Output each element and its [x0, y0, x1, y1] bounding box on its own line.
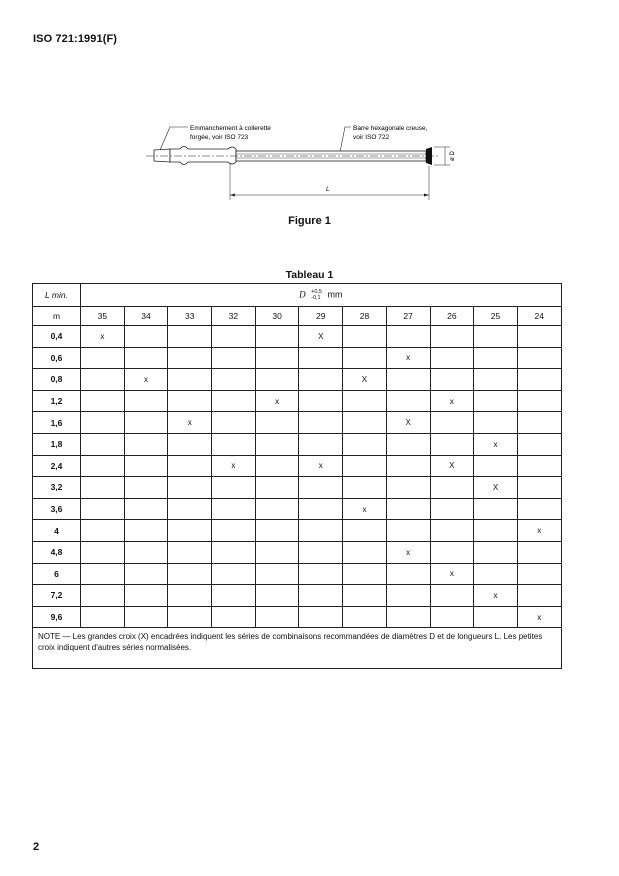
- empty-cell: [124, 606, 168, 628]
- empty-cell: [517, 433, 561, 455]
- rod-shank: [154, 149, 170, 162]
- empty-cell: [212, 390, 256, 412]
- empty-cell: [81, 477, 125, 499]
- empty-cell: [255, 455, 299, 477]
- empty-cell: [430, 347, 474, 369]
- table-row: [33, 606, 562, 628]
- diameter-header-cell: 28: [343, 307, 387, 326]
- diameter-header-cell: 32: [212, 307, 256, 326]
- empty-cell: [386, 477, 430, 499]
- page-number: 2: [33, 841, 40, 853]
- empty-cell: [474, 390, 518, 412]
- standard-cross: x: [343, 498, 387, 520]
- empty-cell: [255, 606, 299, 628]
- standard-cross: x: [517, 606, 561, 628]
- empty-cell: [168, 520, 212, 542]
- length-cell: 2,4: [33, 455, 81, 477]
- empty-cell: [212, 433, 256, 455]
- tolerance: [311, 289, 322, 301]
- standard-cross: x: [474, 433, 518, 455]
- length-cell: 4,8: [33, 541, 81, 563]
- callout-left-line2: forgée, voir ISO 723: [190, 134, 249, 141]
- empty-cell: [474, 455, 518, 477]
- empty-cell: [299, 606, 343, 628]
- table-row: [33, 412, 562, 434]
- empty-cell: [124, 585, 168, 607]
- length-cell: 7,2: [33, 585, 81, 607]
- standard-cross: x: [168, 412, 212, 434]
- empty-cell: [386, 520, 430, 542]
- empty-cell: [212, 347, 256, 369]
- empty-cell: [343, 520, 387, 542]
- empty-cell: [517, 455, 561, 477]
- empty-cell: [386, 455, 430, 477]
- empty-cell: [255, 563, 299, 585]
- diameter-header-cell: 33: [168, 307, 212, 326]
- length-cell: 3,6: [33, 498, 81, 520]
- combination-table: [32, 283, 561, 669]
- empty-cell: [124, 563, 168, 585]
- empty-cell: [212, 520, 256, 542]
- empty-cell: [517, 541, 561, 563]
- standard-cross: x: [517, 520, 561, 542]
- empty-cell: [517, 326, 561, 348]
- diameter-header-cell: 27: [386, 307, 430, 326]
- empty-cell: [299, 498, 343, 520]
- dim-l-label: L: [326, 186, 330, 193]
- empty-cell: [212, 369, 256, 391]
- empty-cell: [343, 390, 387, 412]
- empty-cell: [343, 477, 387, 499]
- empty-cell: [517, 477, 561, 499]
- length-cell: 3,2: [33, 477, 81, 499]
- empty-cell: [343, 606, 387, 628]
- empty-cell: [474, 606, 518, 628]
- table-row: [33, 541, 562, 563]
- table-caption: Tableau 1: [285, 269, 334, 281]
- empty-cell: [124, 477, 168, 499]
- empty-cell: [81, 369, 125, 391]
- empty-cell: [124, 433, 168, 455]
- drill-rod-figure: [140, 118, 470, 208]
- empty-cell: [517, 412, 561, 434]
- standard-cross: x: [81, 326, 125, 348]
- empty-cell: [81, 520, 125, 542]
- empty-cell: [430, 412, 474, 434]
- callout-right-line1: Barre hexagonale creuse,: [353, 125, 428, 132]
- recommended-cross: X: [299, 326, 343, 348]
- note-row: [33, 628, 562, 669]
- length-cell: 9,6: [33, 606, 81, 628]
- d-unit: mm: [327, 289, 343, 300]
- diameter-header-cell: 29: [299, 307, 343, 326]
- empty-cell: [430, 520, 474, 542]
- standard-cross: x: [299, 455, 343, 477]
- table-row: [33, 369, 562, 391]
- empty-cell: [430, 369, 474, 391]
- empty-cell: [299, 585, 343, 607]
- table-row: [33, 326, 562, 348]
- empty-cell: [212, 606, 256, 628]
- empty-cell: [81, 541, 125, 563]
- table-header-row-1: [33, 284, 562, 307]
- empty-cell: [430, 498, 474, 520]
- empty-cell: [343, 433, 387, 455]
- empty-cell: [343, 541, 387, 563]
- recommended-cross: X: [343, 369, 387, 391]
- diameter-header-cell: 25: [474, 307, 518, 326]
- empty-cell: [386, 585, 430, 607]
- empty-cell: [517, 347, 561, 369]
- empty-cell: [474, 498, 518, 520]
- empty-cell: [430, 326, 474, 348]
- empty-cell: [474, 347, 518, 369]
- length-cell: 4: [33, 520, 81, 542]
- empty-cell: [124, 412, 168, 434]
- diameter-header-cell: 35: [81, 307, 125, 326]
- empty-cell: [343, 347, 387, 369]
- empty-cell: [430, 606, 474, 628]
- empty-cell: [517, 563, 561, 585]
- empty-cell: [124, 498, 168, 520]
- callout-right-line2: voir ISO 722: [353, 134, 390, 141]
- empty-cell: [168, 390, 212, 412]
- standard-cross: x: [386, 347, 430, 369]
- table-row: [33, 498, 562, 520]
- empty-cell: [343, 412, 387, 434]
- recommended-cross: X: [474, 477, 518, 499]
- empty-cell: [212, 563, 256, 585]
- length-cell: 1,8: [33, 433, 81, 455]
- table-row: [33, 520, 562, 542]
- empty-cell: [474, 520, 518, 542]
- empty-cell: [517, 585, 561, 607]
- empty-cell: [299, 347, 343, 369]
- length-cell: 0,6: [33, 347, 81, 369]
- empty-cell: [430, 477, 474, 499]
- empty-cell: [81, 606, 125, 628]
- length-cell: 1,2: [33, 390, 81, 412]
- empty-cell: [212, 477, 256, 499]
- empty-cell: [124, 541, 168, 563]
- empty-cell: [124, 326, 168, 348]
- length-cell: 0,8: [33, 369, 81, 391]
- tolerance-upper: +0,5: [311, 289, 322, 295]
- empty-cell: [386, 563, 430, 585]
- empty-cell: [168, 326, 212, 348]
- recommended-cross: X: [430, 455, 474, 477]
- empty-cell: [255, 498, 299, 520]
- empty-cell: [81, 412, 125, 434]
- empty-cell: [255, 433, 299, 455]
- length-cell: 0,4: [33, 326, 81, 348]
- diameter-header-cell: 30: [255, 307, 299, 326]
- diameter-header-cell: 26: [430, 307, 474, 326]
- empty-cell: [212, 326, 256, 348]
- empty-cell: [255, 326, 299, 348]
- empty-cell: [81, 563, 125, 585]
- tolerance-lower: -0,1: [311, 295, 321, 301]
- table-header-row-2: [33, 307, 562, 326]
- empty-cell: [474, 412, 518, 434]
- table-row: [33, 390, 562, 412]
- empty-cell: [168, 606, 212, 628]
- table-row: [33, 455, 562, 477]
- empty-cell: [430, 585, 474, 607]
- empty-cell: [430, 541, 474, 563]
- empty-cell: [212, 585, 256, 607]
- standard-cross: x: [386, 541, 430, 563]
- table-note: NOTE — Les grandes croix (X) encadrées indiquent les séries de combinaisons recommandées de diamètres D et de longueurs L. Les petites croix indiquent d'autres séries normalisées.: [33, 628, 562, 669]
- empty-cell: [212, 541, 256, 563]
- empty-cell: [124, 347, 168, 369]
- empty-cell: [255, 541, 299, 563]
- empty-cell: [299, 433, 343, 455]
- empty-cell: [168, 563, 212, 585]
- empty-cell: [81, 585, 125, 607]
- d-symbol: D: [299, 289, 306, 300]
- empty-cell: [299, 477, 343, 499]
- empty-cell: [474, 326, 518, 348]
- empty-cell: [168, 347, 212, 369]
- diameter-header-cell: 34: [124, 307, 168, 326]
- empty-cell: [168, 455, 212, 477]
- empty-cell: [299, 390, 343, 412]
- standard-cross: x: [474, 585, 518, 607]
- empty-cell: [299, 369, 343, 391]
- empty-cell: [255, 585, 299, 607]
- table-row: [33, 347, 562, 369]
- diameter-header: [81, 284, 562, 307]
- empty-cell: [386, 433, 430, 455]
- lmin-header: L min.: [33, 284, 81, 307]
- empty-cell: [168, 369, 212, 391]
- length-cell: 6: [33, 563, 81, 585]
- callout-left-line1: Emmanchement à collerette: [190, 125, 271, 132]
- empty-cell: [343, 455, 387, 477]
- recommended-cross: X: [386, 412, 430, 434]
- empty-cell: [386, 390, 430, 412]
- empty-cell: [81, 347, 125, 369]
- empty-cell: [430, 433, 474, 455]
- empty-cell: [212, 498, 256, 520]
- empty-cell: [517, 369, 561, 391]
- standard-cross: x: [124, 369, 168, 391]
- empty-cell: [343, 585, 387, 607]
- empty-cell: [255, 477, 299, 499]
- empty-cell: [168, 585, 212, 607]
- empty-cell: [168, 433, 212, 455]
- table-row: [33, 433, 562, 455]
- empty-cell: [212, 412, 256, 434]
- diameter-header-cell: 24: [517, 307, 561, 326]
- empty-cell: [124, 520, 168, 542]
- empty-cell: [81, 433, 125, 455]
- length-cell: 1,6: [33, 412, 81, 434]
- empty-cell: [255, 347, 299, 369]
- empty-cell: [386, 326, 430, 348]
- document-id: ISO 721:1991(F): [33, 33, 118, 45]
- empty-cell: [517, 498, 561, 520]
- empty-cell: [124, 455, 168, 477]
- empty-cell: [168, 541, 212, 563]
- empty-cell: [386, 606, 430, 628]
- standard-cross: x: [212, 455, 256, 477]
- empty-cell: [386, 369, 430, 391]
- table-row: [33, 585, 562, 607]
- empty-cell: [343, 563, 387, 585]
- empty-cell: [299, 541, 343, 563]
- table-row: [33, 563, 562, 585]
- empty-cell: [255, 520, 299, 542]
- rod-bit: [426, 147, 432, 165]
- table-row: [33, 477, 562, 499]
- empty-cell: [81, 455, 125, 477]
- empty-cell: [386, 498, 430, 520]
- figure-caption: Figure 1: [288, 215, 331, 227]
- empty-cell: [474, 541, 518, 563]
- empty-cell: [517, 390, 561, 412]
- empty-cell: [299, 412, 343, 434]
- empty-cell: [124, 390, 168, 412]
- empty-cell: [474, 369, 518, 391]
- standard-cross: x: [255, 390, 299, 412]
- empty-cell: [299, 563, 343, 585]
- standard-cross: x: [430, 390, 474, 412]
- empty-cell: [81, 390, 125, 412]
- standard-cross: x: [430, 563, 474, 585]
- leader-right: [340, 127, 351, 152]
- empty-cell: [299, 520, 343, 542]
- empty-cell: [255, 369, 299, 391]
- unit-header: m: [33, 307, 81, 326]
- rod-collar: [170, 147, 236, 165]
- empty-cell: [255, 412, 299, 434]
- empty-cell: [81, 498, 125, 520]
- empty-cell: [168, 498, 212, 520]
- empty-cell: [343, 326, 387, 348]
- dim-d-label: ø D: [450, 151, 456, 161]
- empty-cell: [474, 563, 518, 585]
- empty-cell: [168, 477, 212, 499]
